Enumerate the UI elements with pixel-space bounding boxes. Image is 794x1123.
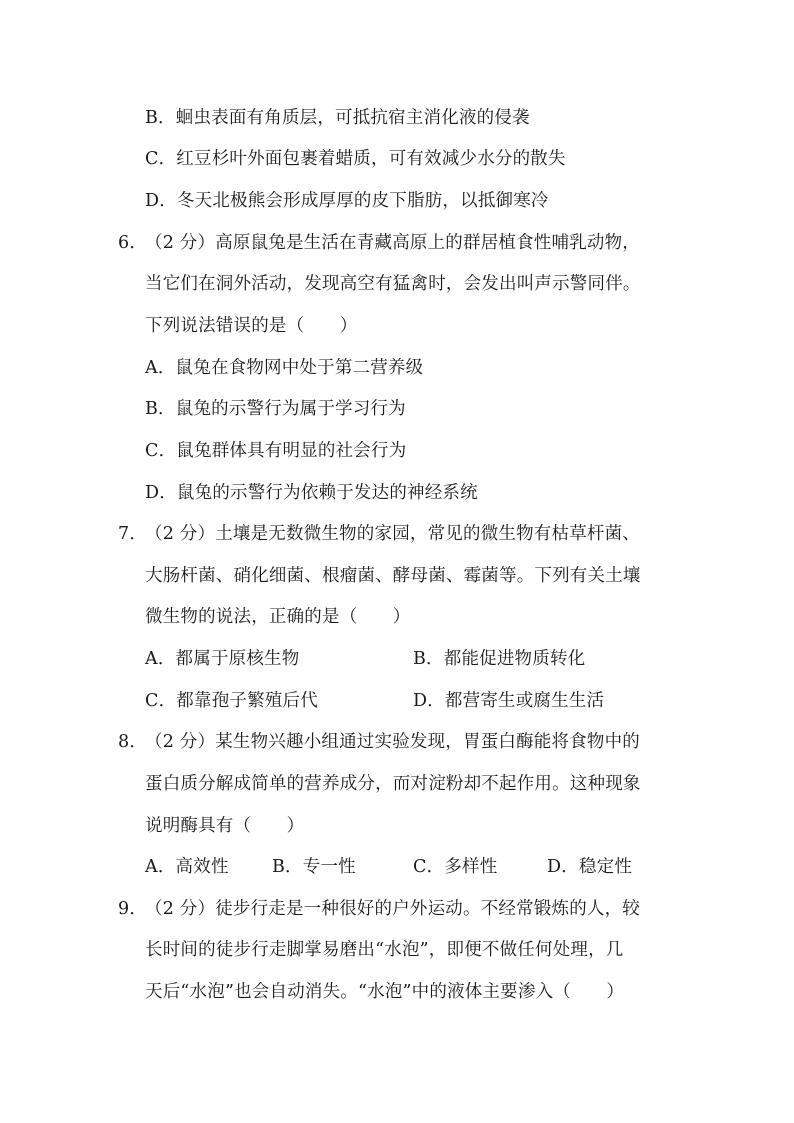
q7-option-d: D．都营寄生或腐生生活: [413, 691, 605, 711]
q8-option-d: D．稳定性: [547, 857, 633, 877]
q6-option-d: D．鼠兔的示警行为依赖于发达的神经系统: [145, 483, 478, 503]
q7-option-b: B．都能促进物质转化: [413, 649, 586, 669]
q7-stem-line3: 微生物的说法，正确的是（ ）: [145, 607, 411, 627]
q6-option-c: C．鼠兔群体具有明显的社会行为: [145, 441, 407, 461]
q6-option-a: A．鼠兔在食物网中处于第二营养级: [145, 358, 424, 378]
q8-option-a: A．高效性: [145, 857, 229, 877]
q8-stem-line3: 说明酶具有（ ）: [145, 816, 305, 836]
q7-stem-line1: （2 分）土壤是无数微生物的家园，常见的微生物有枯草杆菌、: [145, 524, 640, 544]
q6-number: 6．: [118, 233, 148, 253]
q8-stem-line1: （2 分）某生物兴趣小组通过实验发现，胃蛋白酶能将食物中的: [145, 732, 640, 752]
q8-option-c: C．多样性: [413, 857, 498, 877]
q8-stem-line2: 蛋白质分解成简单的营养成分，而对淀粉却不起作用。这种现象: [145, 774, 641, 794]
q6-option-b: B．鼠兔的示警行为属于学习行为: [145, 399, 406, 419]
q7-option-c: C．都靠孢子繁殖后代: [145, 691, 318, 711]
q9-stem-line3: 天后“水泡”也会自动消失。“水泡”中的液体主要渗入（ ）: [145, 982, 625, 1002]
q9-number: 9．: [118, 899, 148, 919]
q7-option-a: A．都属于原核生物: [145, 649, 300, 669]
q8-number: 8．: [118, 732, 148, 752]
q5-option-c: C．红豆杉叶外面包裹着蜡质，可有效减少水分的散失: [145, 149, 566, 169]
q9-stem-line2: 长时间的徒步行走脚掌易磨出“水泡”，即便不做任何处理，几: [145, 940, 624, 960]
q5-option-d: D．冬天北极熊会形成厚厚的皮下脂肪，以抵御寒冷: [145, 191, 549, 211]
q9-stem-line1: （2 分）徒步行走是一种很好的户外运动。不经常锻炼的人，较: [145, 899, 640, 919]
q8-option-b: B．专一性: [272, 857, 356, 877]
q6-stem-line1: （2 分）高原鼠兔是生活在青藏高原上的群居植食性哺乳动物，: [145, 233, 640, 253]
q6-stem-line3: 下列说法错误的是（ ）: [145, 316, 358, 336]
q7-stem-line2: 大肠杆菌、硝化细菌、根瘤菌、酵母菌、霉菌等。下列有关土壤: [145, 566, 641, 586]
q6-stem-line2: 当它们在洞外活动，发现高空有猛禽时，会发出叫声示警同伴。: [145, 274, 641, 294]
q5-option-b: B．蛔虫表面有角质层，可抵抗宿主消化液的侵袭: [145, 108, 530, 128]
q7-number: 7．: [118, 524, 148, 544]
